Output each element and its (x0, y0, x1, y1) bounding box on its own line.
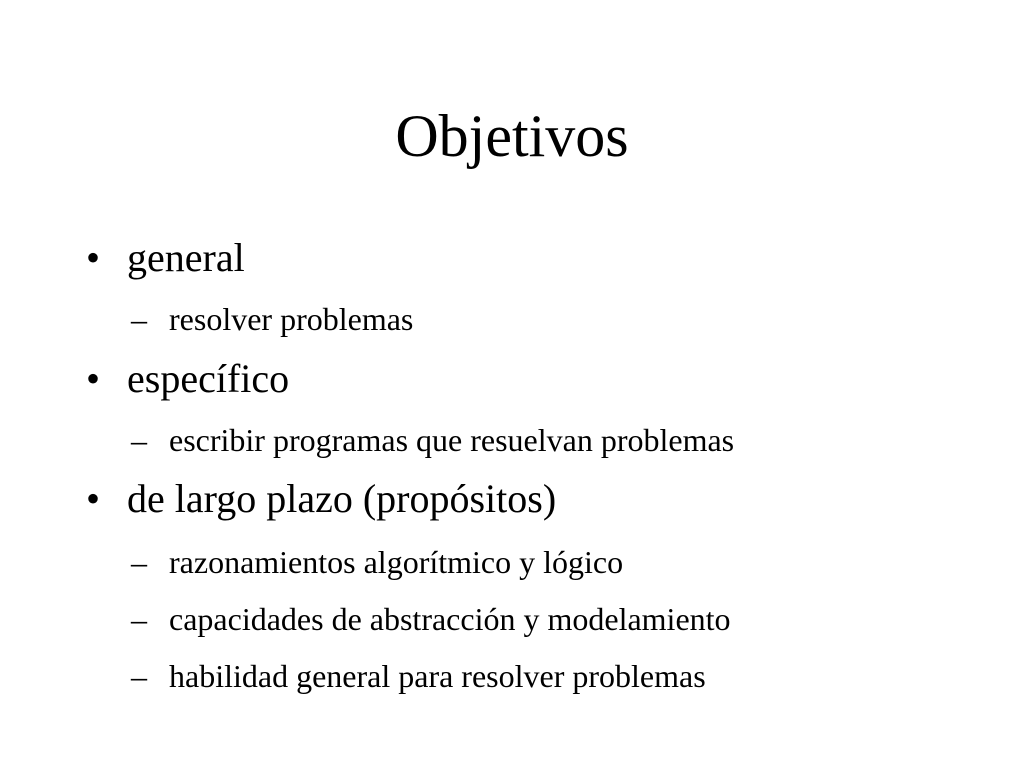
bullet-item-general (86, 234, 245, 282)
subitem-label: resolver problemas (169, 301, 414, 337)
subitem-escribir-programas (131, 421, 734, 459)
dash-icon: – (131, 544, 147, 580)
bullet-icon: • (86, 476, 101, 521)
bullet-label: general (127, 235, 245, 280)
dash-icon: – (131, 658, 147, 694)
slide-title: Objetivos (395, 103, 629, 169)
subitem-label: razonamientos algorítmico y lógico (169, 544, 624, 580)
bullet-label: específico (127, 356, 290, 401)
bullet-icon: • (86, 356, 101, 401)
bullet-icon: • (86, 235, 101, 280)
subitem-label: escribir programas que resuelvan problemas (169, 422, 735, 458)
bullet-label: de largo plazo (propósitos) (127, 476, 557, 521)
subitem-habilidad-general (131, 657, 706, 695)
subitem-razonamientos (131, 543, 623, 581)
subitem-resolver-problemas (131, 300, 413, 338)
subitem-label: habilidad general para resolver problemas (169, 658, 706, 694)
bullet-item-especifico (86, 355, 289, 403)
bullet-item-largo-plazo (86, 475, 556, 523)
dash-icon: – (131, 422, 147, 458)
dash-icon: – (131, 301, 147, 337)
subitem-label: capacidades de abstracción y modelamiento (169, 601, 731, 637)
subitem-capacidades (131, 600, 731, 638)
dash-icon: – (131, 601, 147, 637)
